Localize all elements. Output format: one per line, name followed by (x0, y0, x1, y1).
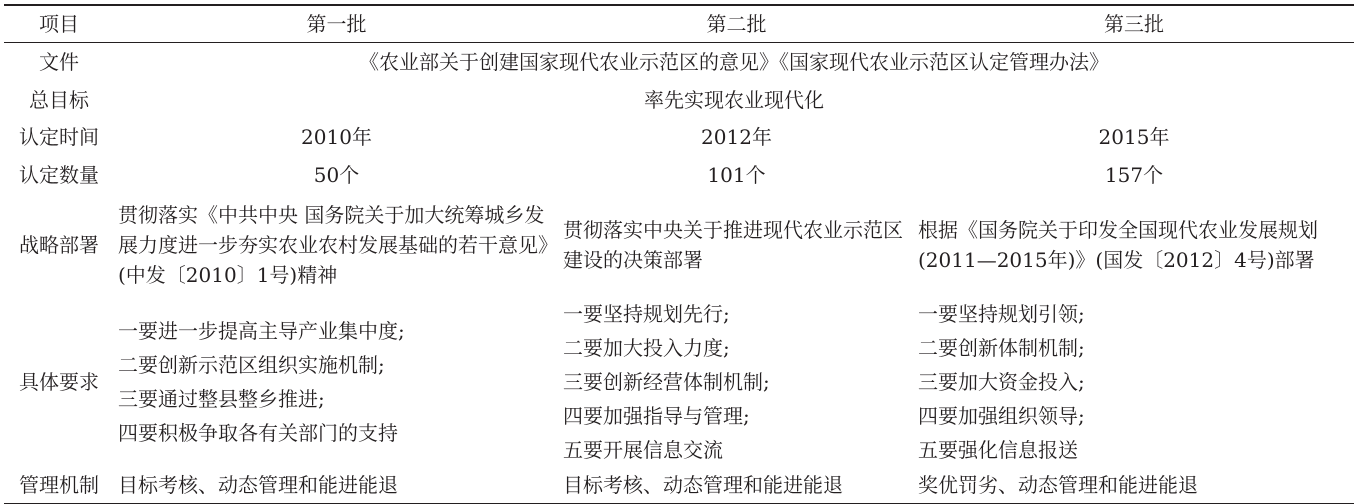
comparison-table (4, 4, 1354, 504)
requirement-item: 四要加强指导与管理; (563, 404, 750, 428)
strategy-batch-3: 根据《国务院关于印发全国现代农业发展规划(2011—2015年)》(国发〔2012〕4号)部署 (918, 218, 1318, 272)
requirement-item: 一要坚持规划引领; (918, 302, 1085, 326)
row-file (4, 43, 1354, 82)
requirement-item: 五要强化信息报送 (918, 438, 1078, 462)
strategy-batch-2: 贯彻落实中央关于推进现代农业示范区建设的决策部署 (563, 218, 903, 272)
file-value: 《农业部关于创建国家现代农业示范区的意见》《国家现代农业示范区认定管理办法》 (359, 50, 1109, 74)
requirements-batch-3 (914, 297, 1354, 467)
count-batch-1: 50个 (313, 162, 360, 187)
row-requirements (4, 297, 1354, 467)
requirement-item: 二要创新体制机制; (918, 336, 1085, 360)
row-label: 认定时间 (19, 125, 99, 149)
row-label: 战略部署 (19, 233, 99, 257)
comparison-table-container (4, 4, 1354, 504)
row-label: 总目标 (29, 87, 89, 112)
requirements-batch-2 (559, 297, 914, 467)
mechanism-batch-1: 目标考核、动态管理和能进能退 (118, 473, 398, 497)
row-label: 管理机制 (19, 473, 99, 497)
row-mechanism (4, 467, 1354, 504)
row-goal (4, 81, 1354, 118)
mechanism-batch-2: 目标考核、动态管理和能进能退 (563, 473, 843, 497)
requirement-item: 二要加大投入力度; (563, 336, 730, 360)
time-batch-2: 2012年 (701, 125, 772, 149)
time-batch-1: 2010年 (301, 125, 372, 149)
requirements-batch-1 (114, 297, 559, 467)
requirement-item: 一要进一步提高主导产业集中度; (118, 319, 405, 343)
requirement-item: 一要坚持规划先行; (563, 302, 730, 326)
requirement-item: 二要创新示范区组织实施机制; (118, 353, 385, 377)
header-row (4, 5, 1354, 43)
requirement-item: 三要通过整县整乡推进; (118, 387, 325, 411)
strategy-batch-1: 贯彻落实《中共中央 国务院关于加大统筹城乡发展力度进一步夯实农业农村发展基础的若干意见》(中发〔2010〕1号)精神 (118, 203, 548, 287)
row-strategy (4, 193, 1354, 297)
row-label: 认定数量 (19, 162, 99, 187)
header-batch-1: 第一批 (306, 12, 367, 36)
count-batch-3: 157个 (1104, 162, 1164, 187)
mechanism-batch-3: 奖优罚劣、动态管理和能进能退 (918, 473, 1198, 497)
requirement-item: 四要加强组织领导; (918, 404, 1085, 428)
row-count (4, 156, 1354, 193)
count-batch-2: 101个 (707, 162, 766, 187)
requirement-item: 三要创新经营体制机制; (563, 370, 770, 394)
row-label: 具体要求 (19, 370, 99, 394)
header-batch-2: 第二批 (706, 12, 767, 36)
time-batch-3: 2015年 (1098, 125, 1170, 149)
requirement-item: 五要开展信息交流 (563, 438, 723, 462)
row-label: 文件 (39, 50, 79, 74)
requirement-item: 三要加大资金投入; (918, 370, 1085, 394)
requirement-item: 四要积极争取各有关部门的支持 (118, 421, 398, 445)
header-item: 项目 (39, 12, 79, 36)
header-batch-3: 第三批 (1104, 12, 1164, 36)
goal-value: 率先实现农业现代化 (644, 87, 824, 112)
row-time (4, 118, 1354, 156)
